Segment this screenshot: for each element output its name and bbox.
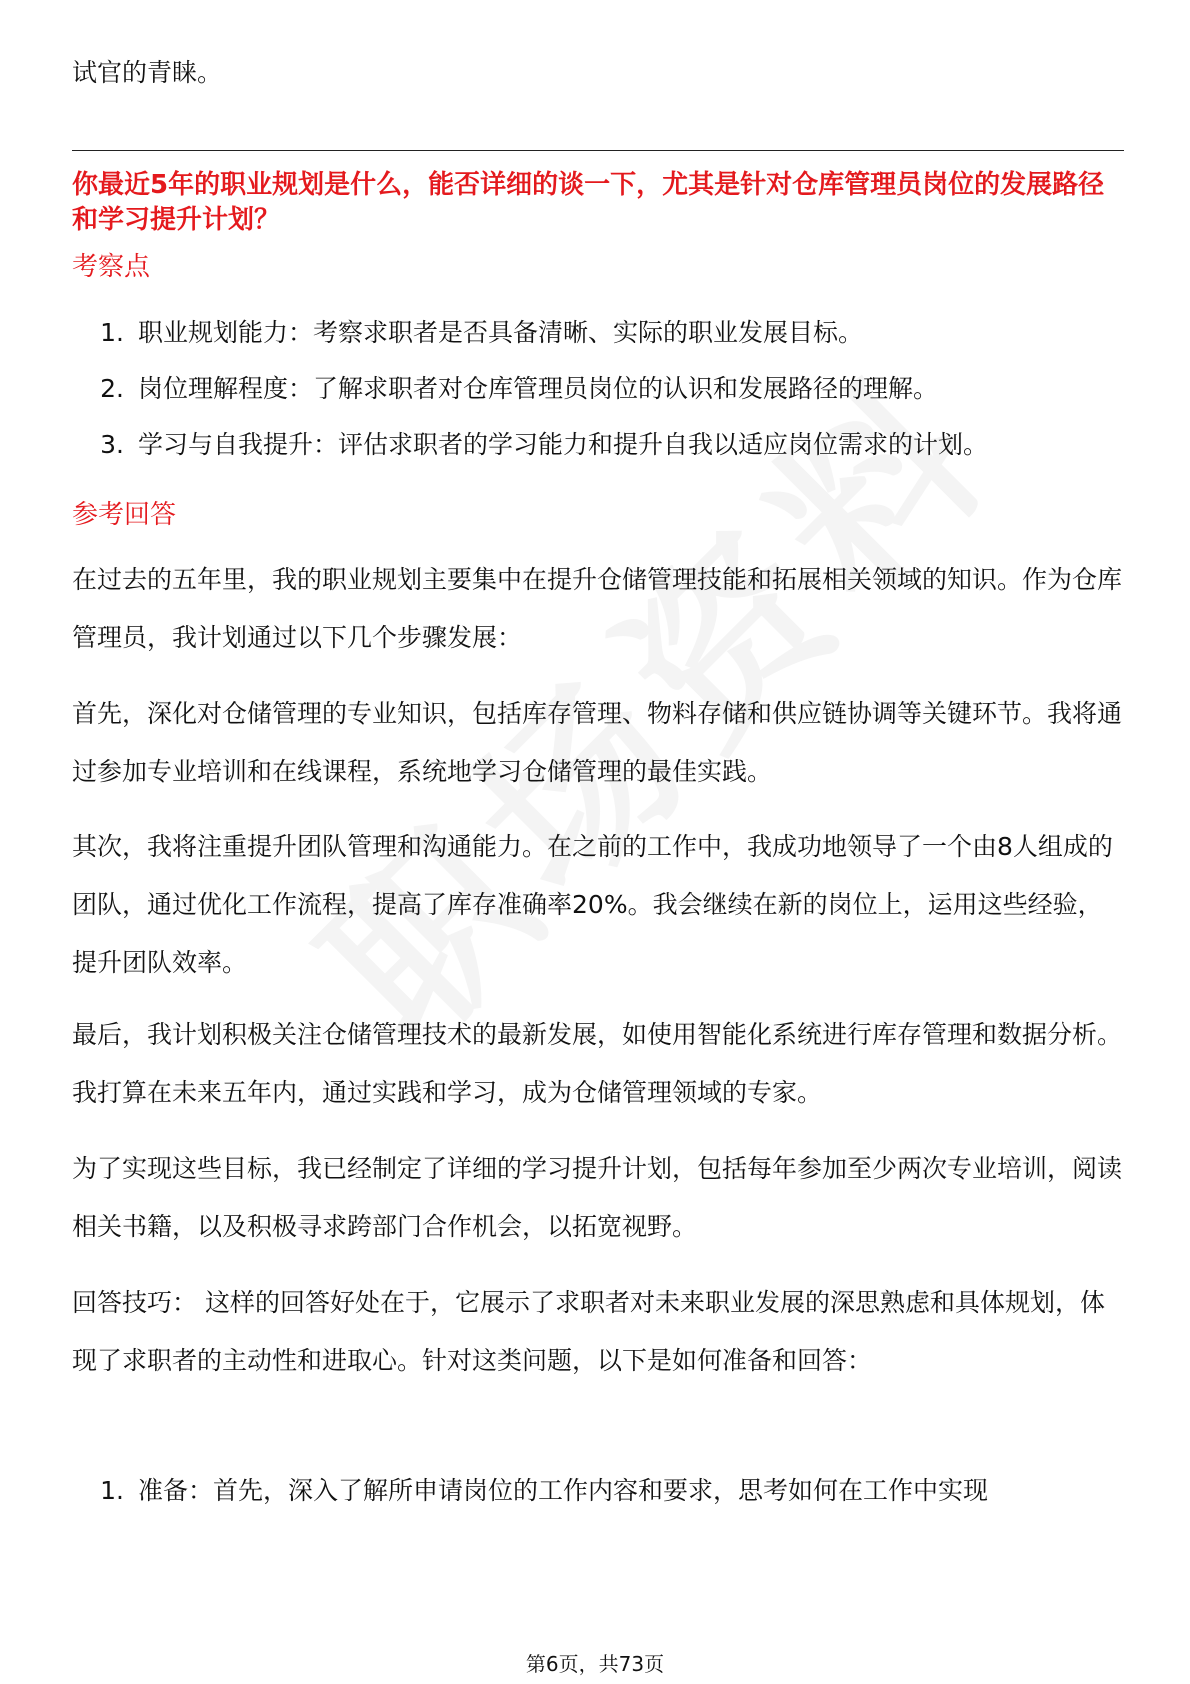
tips-paragraph: 回答技巧： 这样的回答好处在于，它展示了求职者对未来职业发展的深思熟虑和具体规划，体现了求职者的主动性和进取心。针对这类问题，以下是如何准备和回答： xyxy=(72,1288,1105,1375)
page-number: 第6页，共73页 xyxy=(525,1652,665,1676)
list-item-text: 职业规划能力：考察求职者是否具备清晰、实际的职业发展目标。 xyxy=(138,318,864,347)
divider xyxy=(72,150,1124,151)
list-item xyxy=(72,1463,1124,1519)
list-item xyxy=(72,417,1124,473)
answer-paragraph: 在过去的五年里，我的职业规划主要集中在提升仓储管理技能和拓展相关领域的知识。作为仓库管理员，我计划通过以下几个步骤发展： xyxy=(72,565,1123,652)
list-item-text: 岗位理解程度：了解求职者对仓库管理员岗位的认识和发展路径的理解。 xyxy=(138,374,939,403)
examine-heading: 考察点 xyxy=(72,252,151,282)
list-item-text: 学习与自我提升：评估求职者的学习能力和提升自我以适应岗位需求的计划。 xyxy=(138,430,989,459)
list-item-number: 1. xyxy=(100,318,124,347)
answer-paragraph: 最后，我计划积极关注仓储管理技术的最新发展，如使用智能化系统进行库存管理和数据分析。我打算在未来五年内，通过实践和学习，成为仓储管理领域的专家。 xyxy=(72,1020,1123,1107)
list-item xyxy=(72,361,1124,417)
intro-fragment: 试官的青睐。 xyxy=(72,58,223,87)
answer-heading: 参考回答 xyxy=(72,500,177,530)
answer-paragraph: 首先，深化对仓储管理的专业知识，包括库存管理、物料存储和供应链协调等关键环节。我将通过参加专业培训和在线课程，系统地学习仓储管理的最佳实践。 xyxy=(72,699,1123,786)
answer-paragraph: 为了实现这些目标，我已经制定了详细的学习提升计划，包括每年参加至少两次专业培训，阅读相关书籍，以及积极寻求跨部门合作机会，以拓宽视野。 xyxy=(72,1154,1123,1241)
list-item-number: 3. xyxy=(100,430,124,459)
tips-list xyxy=(72,1463,1124,1519)
list-item-text: 准备：首先，深入了解所申请岗位的工作内容和要求，思考如何在工作中实现 xyxy=(138,1476,989,1505)
list-item-number: 2. xyxy=(100,374,124,403)
list-item xyxy=(72,305,1124,361)
answer-paragraph: 其次，我将注重提升团队管理和沟通能力。在之前的工作中，我成功地领导了一个由8人组成的团队，通过优化工作流程，提高了库存准确率20%。我会继续在新的岗位上，运用这些经验，提升团队效率。 xyxy=(72,832,1113,977)
list-item-number: 1. xyxy=(100,1476,124,1505)
question-heading: 你最近5年的职业规划是什么，能否详细的谈一下，尤其是针对仓库管理员岗位的发展路径和学习提升计划？ xyxy=(72,170,1105,235)
examine-list xyxy=(72,305,1124,473)
